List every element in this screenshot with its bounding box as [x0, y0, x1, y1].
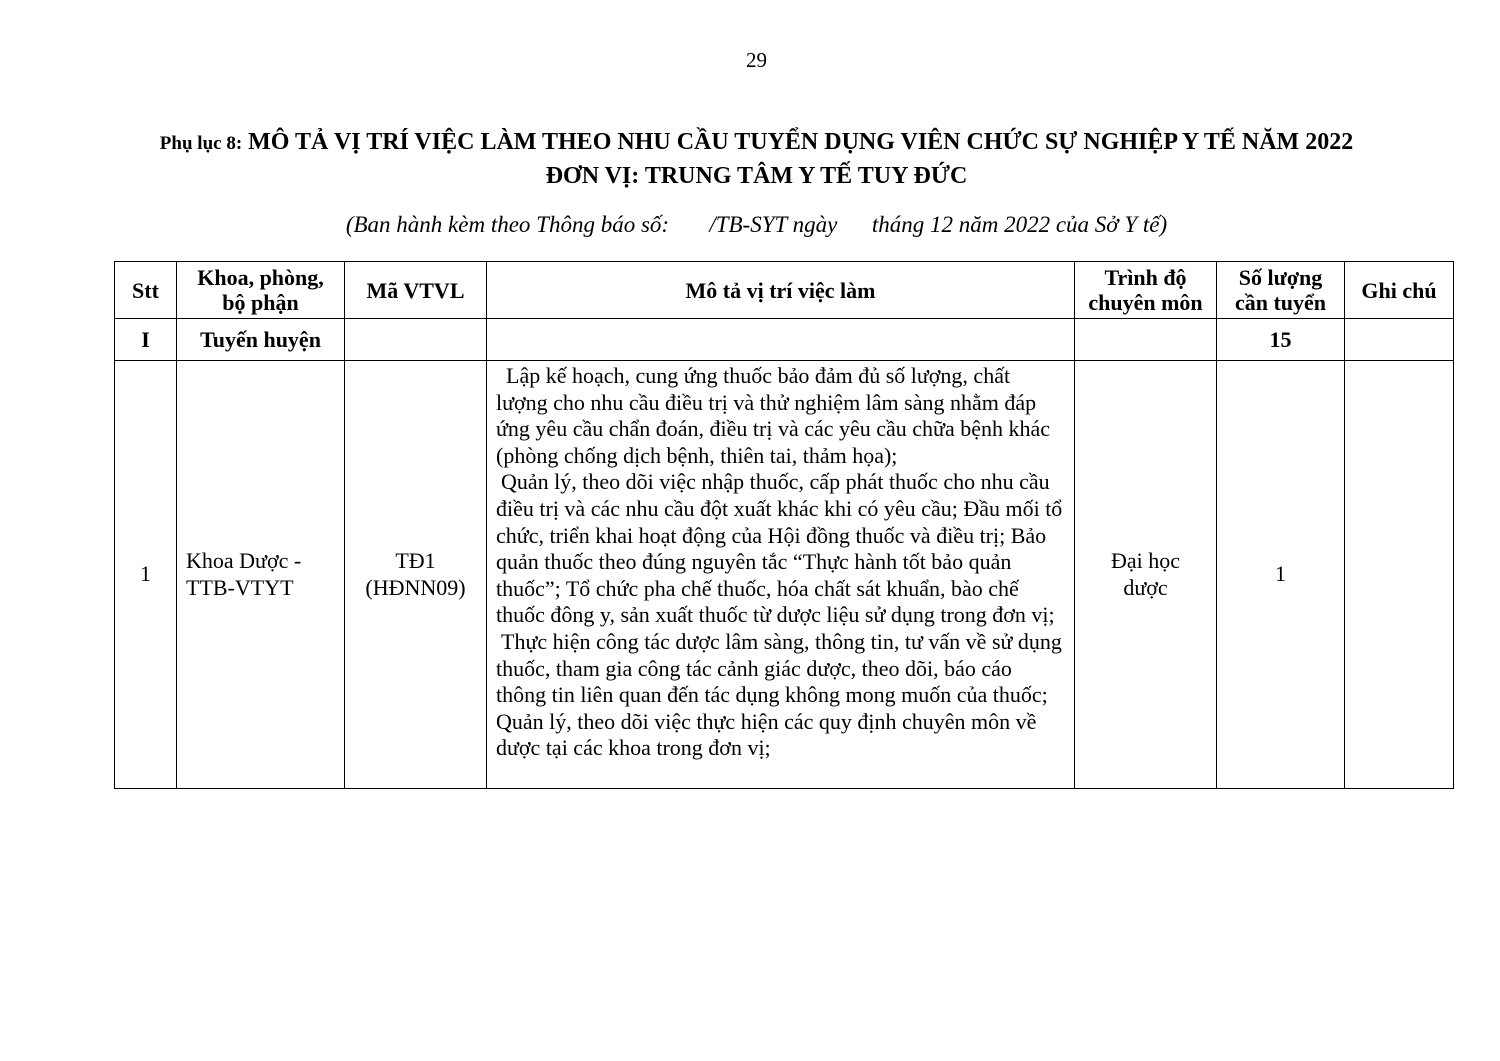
header-department: [177, 262, 345, 319]
title-prefix: Phụ lục 8:: [159, 133, 243, 154]
header-level-line2: chuyên môn: [1088, 290, 1203, 315]
row-code-line1: TĐ1: [395, 547, 436, 573]
header-description: Mô tả vị trí việc làm: [487, 262, 1075, 319]
header-department-line1: Khoa, phòng,: [197, 265, 324, 290]
row-code-line2: (HĐNN09): [365, 574, 466, 600]
row-note: [1345, 361, 1454, 789]
section-row: [115, 319, 1454, 361]
header-note: Ghi chú: [1345, 262, 1454, 319]
document-title: [0, 126, 1500, 192]
row-department: [177, 361, 345, 789]
row-level-line1: Đại học: [1110, 547, 1181, 573]
section-total: 15: [1217, 319, 1345, 361]
header-level: [1075, 262, 1217, 319]
description-paragraph-2: Quản lý, theo dõi việc nhập thuốc, cấp phát thuốc cho nhu cầu điều trị và các nhu cầu đột xuất khác khi có yêu cầu; Đầu mối tổ chức, triển khai hoạt động của Hội đồng thuốc và điều trị; Bảo quản thuốc theo đúng nguyên tắc “Thực hành tốt bảo quản thuốc”; Tổ chức pha chế thuốc, hóa chất sát khuẩn, bào chế thuốc đông y, sản xuất thuốc từ dược liệu sử dụng trong đơn vị;: [496, 469, 1063, 628]
description-paragraph-3: Thực hiện công tác dược lâm sàng, thông tin, tư vấn về sử dụng thuốc, tham gia công tác cảnh giác dược, theo dõi, báo cáo thông tin liên quan đến tác dụng không mong muốn của thuốc; Quản lý, theo dõi việc thực hiện các quy định chuyên môn về dược tại các khoa trong đơn vị;: [496, 628, 1062, 761]
document-subtitle: (Ban hành kèm theo Thông báo số: /TB-SYT ngày tháng 12 năm 2022 của Sở Y tế): [345, 212, 1168, 237]
page-number: 29: [746, 48, 767, 72]
title-line-2: ĐƠN VỊ: TRUNG TÂM Y TẾ TUY ĐỨC: [545, 163, 968, 189]
section-code: [345, 319, 487, 361]
section-stt: I: [115, 319, 177, 361]
table-row: [115, 361, 1454, 789]
row-code: [345, 361, 487, 789]
header-quantity-line2: cần tuyển: [1234, 290, 1327, 315]
section-desc: [487, 319, 1075, 361]
row-level-line2: dược: [1123, 574, 1168, 600]
row-stt: 1: [115, 361, 177, 789]
row-quantity: 1: [1217, 361, 1345, 789]
title-line-1: [0, 126, 1500, 160]
title-main: MÔ TẢ VỊ TRÍ VIỆC LÀM THEO NHU CẦU TUYỂN DỤNG VIÊN CHỨC SỰ NGHIỆP Y TẾ NĂM 2022: [248, 129, 1354, 155]
header-code: Mã VTVL: [345, 262, 487, 319]
row-department-line1: Khoa Dược -: [186, 547, 302, 573]
row-level: [1075, 361, 1217, 789]
row-department-line2: TTB-VTYT: [186, 574, 294, 600]
header-stt: Stt: [115, 262, 177, 319]
header-level-line1: Trình độ: [1104, 265, 1187, 290]
row-description: [487, 361, 1075, 789]
section-level: [1075, 319, 1217, 361]
job-description-table: [114, 261, 1454, 789]
description-paragraph-1: Lập kế hoạch, cung ứng thuốc bảo đảm đủ số lượng, chất lượng cho nhu cầu điều trị và thử nghiệm lâm sàng nhằm đáp ứng yêu cầu chẩn đoán, điều trị và các yêu cầu chữa bệnh khác (phòng chống dịch bệnh, thiên tai, thảm họa);: [496, 363, 1051, 468]
section-note: [1345, 319, 1454, 361]
section-name: Tuyến huyện: [177, 319, 345, 361]
header-quantity-line1: Số lượng: [1238, 265, 1323, 290]
header-row: [115, 262, 1454, 319]
header-department-line2: bộ phận: [222, 290, 299, 315]
header-quantity: [1217, 262, 1345, 319]
